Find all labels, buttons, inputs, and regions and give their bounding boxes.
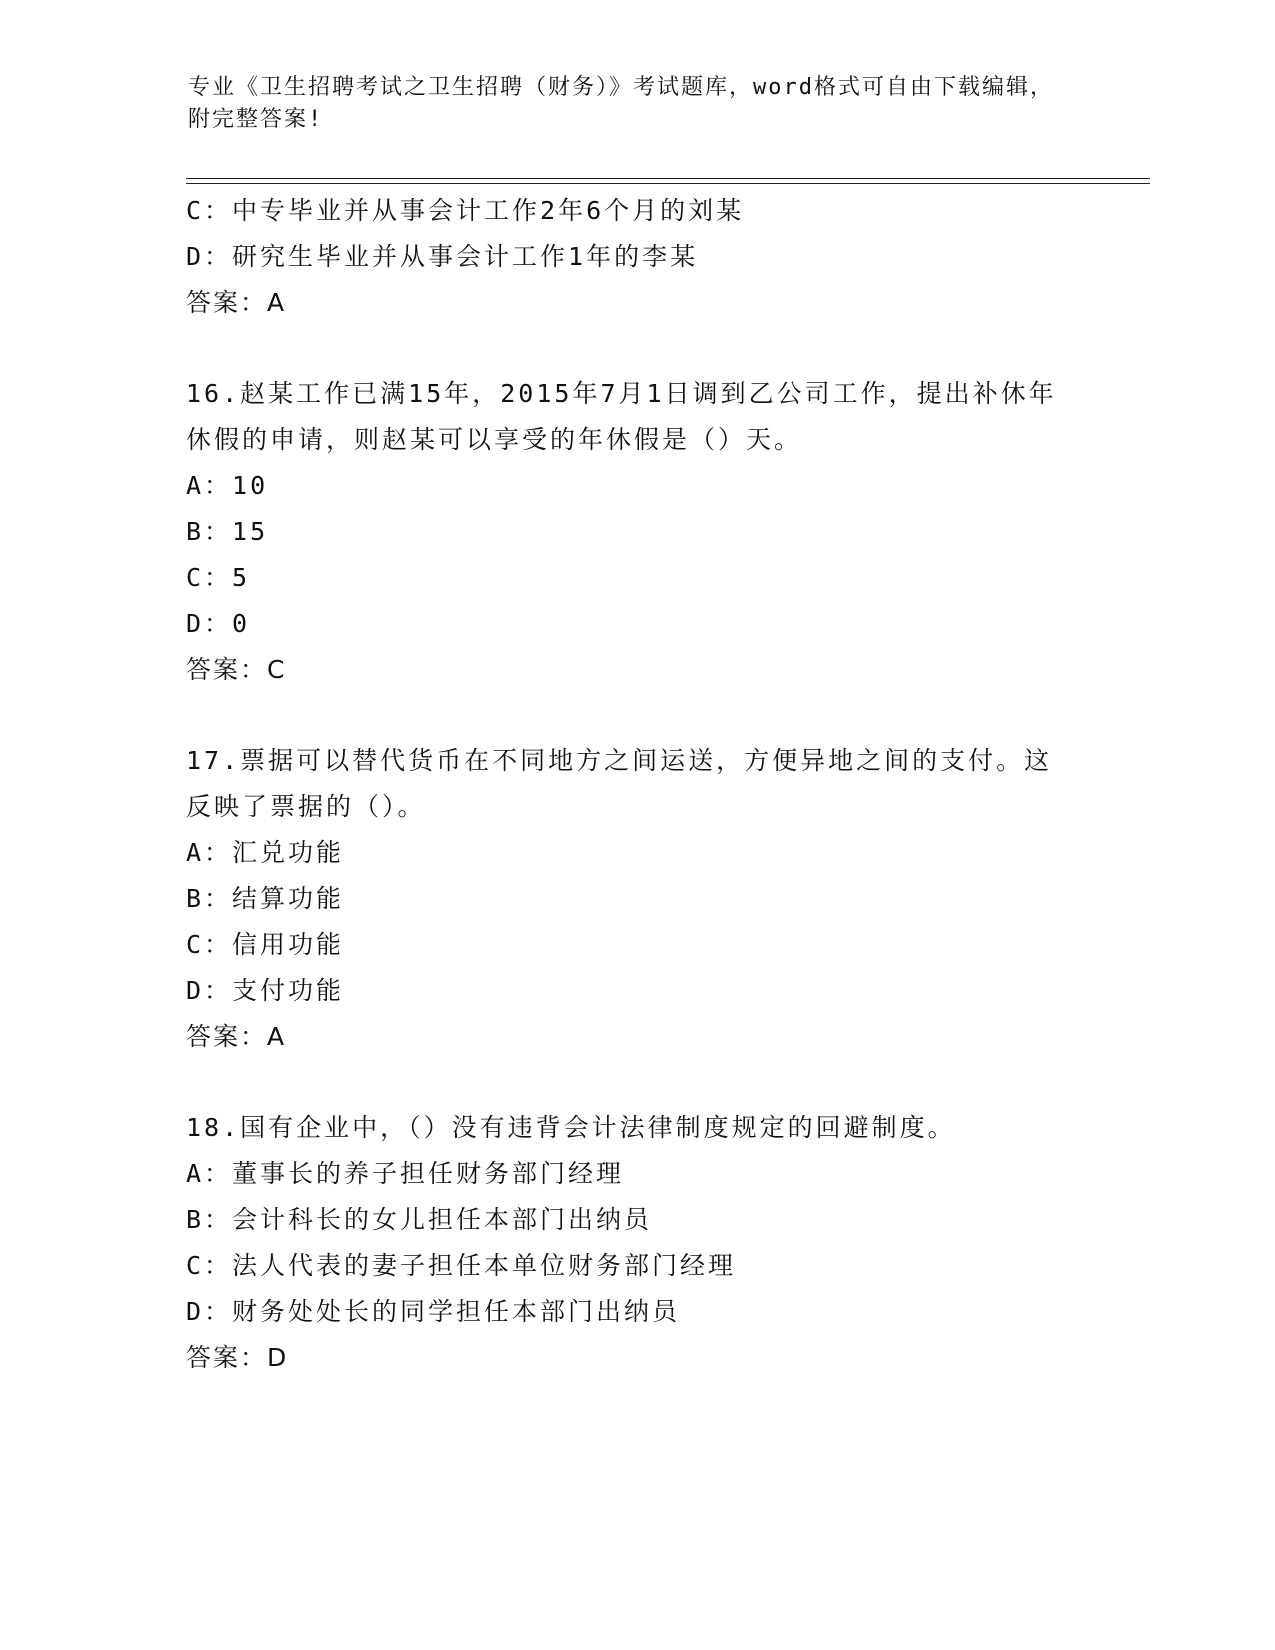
option-b: B：会计科长的女儿担任本部门出纳员	[186, 1205, 653, 1234]
question-text: 16.赵某工作已满15年，2015年7月1日调到乙公司工作，提出补休年休假的申请，则赵某可以享受的年休假是（）天。	[186, 379, 1057, 454]
page-header: 专业《卫生招聘考试之卫生招聘（财务）》考试题库，word格式可自由下载编辑，附完整答案!	[188, 75, 1054, 132]
option-a: A：10	[186, 471, 269, 500]
option-c: C：信用功能	[186, 930, 345, 959]
option-d: D：0	[186, 609, 251, 638]
question-16	[186, 371, 1086, 693]
option-a: A：汇兑功能	[186, 838, 345, 867]
option-c: C：中专毕业并从事会计工作2年6个月的刘某	[186, 196, 745, 225]
question-text: 18.国有企业中，（）没有违背会计法律制度规定的回避制度。	[186, 1113, 956, 1142]
option-c: C：5	[186, 563, 251, 592]
question-18	[186, 1105, 1086, 1381]
answer-line: 答案：C	[186, 655, 287, 684]
answer-line: 答案：A	[186, 288, 287, 317]
answer-line: 答案：D	[186, 1343, 289, 1372]
header-divider-bottom	[186, 183, 1150, 184]
question-15-continued	[186, 188, 1086, 326]
option-a: A：董事长的养子担任财务部门经理	[186, 1159, 625, 1188]
question-17	[186, 738, 1086, 1060]
option-b: B：15	[186, 517, 269, 546]
option-d: D：研究生毕业并从事会计工作1年的李某	[186, 242, 699, 271]
option-d: D：财务处处长的同学担任本部门出纳员	[186, 1297, 681, 1326]
option-d: D：支付功能	[186, 976, 345, 1005]
question-text: 17.票据可以替代货币在不同地方之间运送，方便异地之间的支付。这反映了票据的（）。	[186, 746, 1053, 821]
answer-line: 答案：A	[186, 1022, 287, 1051]
header-divider-top	[186, 178, 1150, 179]
option-b: B：结算功能	[186, 884, 345, 913]
question-list	[186, 188, 1086, 1381]
option-c: C：法人代表的妻子担任本单位财务部门经理	[186, 1251, 737, 1280]
